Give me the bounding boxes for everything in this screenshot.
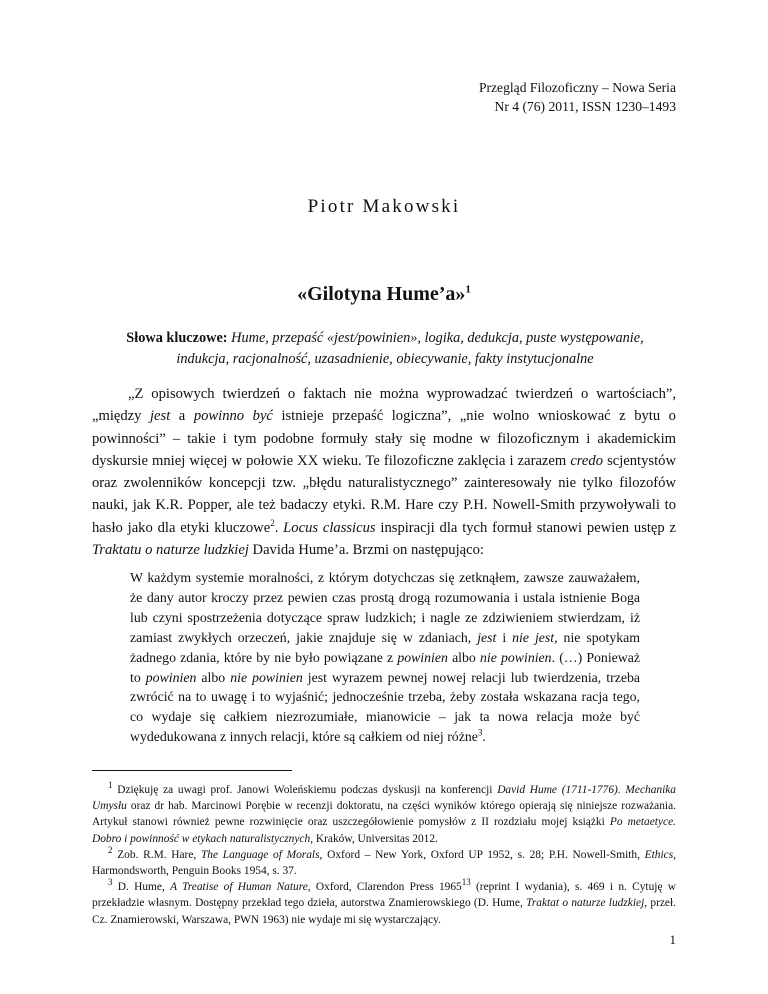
footnote-ref-3[interactable]: 3 — [477, 727, 483, 738]
block-quote: W każdym systemie moralności, z którym dotychczas się zetknąłem, zawsze zauważałem, że dany autor kroczy przez pewien czas prostą drogą rozumowania i ustala istnienie Boga lub czyni spostrzeżenia dotyczące spraw ludzkich; i nagle ze zdziwieniem stwierdzam, iż zamiast zwykłych orzeczeń, jakie znajduje się w zdaniach, jest i nie jest, nie spotykam żadnego zdania, które by nie było powiązane z powinien albo nie powinien. (…) Ponieważ to powinien albo nie powinien jest wyrazem pewnej nowej relacji lub twierdzenia, trzeba zwrócić na to uwagę i to wyjaśnić; jednocześnie trzeba, żeby została wskazana racja tego, co wydaje się całkiem niezrozumiałe, mianowicie – jak ta nowa relacja może być wydedukowana z innych relacji, które są całkiem od niej różne$^3$. — [130, 570, 641, 745]
page-number: 1 — [669, 932, 676, 947]
footnote-2: $^2$ Zob. R.M. Hare, The Language of Morals, Oxford – New York, Oxford UP 1952, s. 28; P.H. Nowell-Smith, Ethics, Harmondsworth, Penguin Books 1954, s. 37. — [92, 845, 677, 878]
footnote-separator — [92, 770, 292, 771]
footnote-3: $^3$ D. Hume, A Treatise of Human Nature, Oxford, Clarendon Press 1965$^{13}$ (reprint I wydania), s. 469 i n. Cytuję w przekładzie własnym. Dostępny przekład tego dzieła, autorstwa Znamierowskiego (D. Hume, Traktat o naturze ludzkiej, przeł. Cz. Znamierowski, Warszawa, PWN 1963) nie wydaje mi się wystarczający. — [92, 877, 677, 926]
keywords-list: Hume, przepaść «jest/powinien», logika, dedukcja, puste występowanie, indukcja, racjonalność, uzasadnienie, obiecywanie, fakty instytucjonalne — [176, 330, 644, 367]
article-title-text: «Gilotyna Hume’a» — [297, 283, 466, 305]
footnote-ref-1[interactable]: 1 — [465, 283, 471, 296]
journal-header — [479, 78, 676, 116]
body-paragraph: „Z opisowych twierdzeń o faktach nie można wyprowadzać twierdzeń o wartościach”, „między jest a powinno być istnieje przepaść logiczna”, „nie wolno wnioskować z bytu o powinności” – takie i tym podobne formuły stały się modne w filozoficznym i akademickim dyskursie mniej więcej w połowie XX wieku. Te filozoficzne zaklęcia i zarazem credo scjentystów oraz zwolenników koncepcji tzw. „błędu naturalistycznego” zainteresowały nie tylko filozofów nauki, jak K.R. Popper, ale też badaczy etyki. R.M. Hare czy P.H. Nowell-Smith przywoływali to hasło jako dla etyki kluczowe$^2$. Locus classicus inspiracji dla tych formuł stanowi pewien ustęp z Traktatu o naturze ludzkiej Davida Hume’a. Brzmi on następująco: — [92, 386, 677, 559]
article-title — [0, 283, 768, 306]
keywords — [100, 328, 670, 370]
journal-name: Przegląd Filozoficzny – Nowa Seria — [478, 80, 676, 95]
journal-issue: Nr 4 (76) 2011, ISSN 1230–1493 — [494, 99, 676, 114]
footnote-ref-2[interactable]: 2 — [270, 517, 275, 528]
footnotes — [92, 782, 676, 928]
footnote-1: $^1$ Dziękuję za uwagi prof. Janowi Woleńskiemu podczas dyskusji na konferencji David Hume (1711-1776). Mechanika Umysłu oraz dr hab. Marcinowi Porębie w recenzji doktoratu, na części wyników którego opierają się niniejsze rozważania. Artykuł stanowi również pewne rozwinięcie oraz uszczegółowienie pomysłów z II rozdziału mojej książki Po metaetyce. Dobro i powinność w etykach naturalistycznych, Kraków, Universitas 2012. — [92, 780, 676, 845]
keywords-label: Słowa kluczowe: — [126, 330, 228, 346]
author-name: Piotr Makowski — [307, 196, 461, 217]
